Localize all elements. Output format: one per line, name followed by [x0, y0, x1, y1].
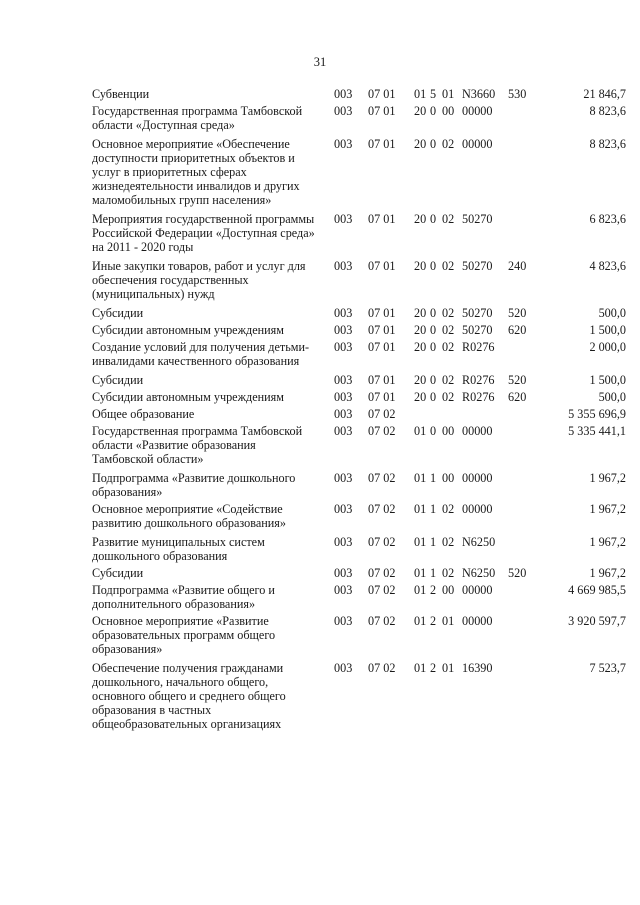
section-code: 07 02	[368, 471, 396, 485]
admin-code: 003	[334, 390, 353, 404]
row-name: Основное мероприятие «Развитие образовательных программ общего образования»	[92, 614, 276, 656]
amount: 500,0	[598, 390, 626, 404]
row-name: Субвенции	[92, 87, 150, 101]
program-code: 20	[414, 373, 427, 387]
direction-code: 50270	[462, 306, 493, 320]
direction-code: R0276	[462, 340, 495, 354]
admin-code: 003	[334, 212, 353, 226]
budget-table	[0, 87, 640, 736]
section-code: 07 01	[368, 373, 396, 387]
section-code: 07 01	[368, 306, 396, 320]
program-code: 01	[414, 424, 427, 438]
subprogram-code: 1	[430, 535, 437, 549]
group-code: 01	[442, 614, 455, 628]
subprogram-code: 0	[430, 323, 437, 337]
subprogram-code: 1	[430, 566, 437, 580]
group-code: 01	[442, 661, 455, 675]
section-code: 07 01	[368, 323, 396, 337]
subprogram-code: 1	[430, 471, 437, 485]
row-name: Основное мероприятие «Содействие развитию дошкольного образования»	[92, 502, 286, 530]
admin-code: 003	[334, 137, 353, 151]
section-code: 07 01	[368, 212, 396, 226]
section-code: 07 02	[368, 614, 396, 628]
group-code: 02	[442, 535, 455, 549]
direction-code: 00000	[462, 502, 493, 516]
row-name: Субсидии автономным учреждениям	[92, 323, 284, 337]
admin-code: 003	[334, 424, 353, 438]
admin-code: 003	[334, 614, 353, 628]
row-name: Субсидии	[92, 373, 144, 387]
program-code: 20	[414, 340, 427, 354]
group-code: 02	[442, 502, 455, 516]
table-row	[0, 373, 640, 387]
section-code: 07 01	[368, 340, 396, 354]
admin-code: 003	[334, 87, 353, 101]
admin-code: 003	[334, 566, 353, 580]
table-row	[0, 87, 640, 101]
group-code: 02	[442, 566, 455, 580]
amount: 5 355 696,9	[568, 407, 626, 421]
section-code: 07 02	[368, 661, 396, 675]
program-code: 20	[414, 104, 427, 118]
direction-code: N6250	[462, 566, 496, 580]
section-code: 07 01	[368, 104, 396, 118]
section-code: 07 01	[368, 390, 396, 404]
subprogram-code: 0	[430, 390, 437, 404]
subprogram-code: 0	[430, 137, 437, 151]
group-code: 01	[442, 87, 455, 101]
table-row	[0, 566, 640, 580]
program-code: 01	[414, 566, 427, 580]
section-code: 07 02	[368, 535, 396, 549]
program-code: 01	[414, 614, 427, 628]
program-code: 20	[414, 137, 427, 151]
group-code: 02	[442, 323, 455, 337]
row-name: Основное мероприятие «Обеспечение доступности приоритетных объектов и услуг в приоритетных сферах жизнедеятельности инвалидов и других маломобильных групп населения»	[92, 137, 300, 207]
admin-code: 003	[334, 259, 353, 273]
admin-code: 003	[334, 340, 353, 354]
amount: 1 500,0	[589, 323, 626, 337]
program-code: 01	[414, 583, 427, 597]
amount: 2 000,0	[589, 340, 626, 354]
amount: 1 967,2	[589, 535, 626, 549]
direction-code: 00000	[462, 424, 493, 438]
admin-code: 003	[334, 323, 353, 337]
amount: 21 846,7	[583, 87, 626, 101]
row-name: Подпрограмма «Развитие дошкольного образования»	[92, 471, 296, 499]
admin-code: 003	[334, 306, 353, 320]
subprogram-code: 0	[430, 424, 437, 438]
table-row	[0, 137, 640, 207]
section-code: 07 02	[368, 502, 396, 516]
section-code: 07 02	[368, 566, 396, 580]
direction-code: 00000	[462, 471, 493, 485]
group-code: 02	[442, 306, 455, 320]
table-row	[0, 407, 640, 421]
page-number: 31	[313, 55, 327, 69]
group-code: 02	[442, 137, 455, 151]
row-name: Общее образование	[92, 407, 195, 421]
amount: 1 967,2	[589, 471, 626, 485]
group-code: 02	[442, 390, 455, 404]
program-code: 20	[414, 323, 427, 337]
table-row	[0, 583, 640, 611]
row-name: Мероприятия государственной программы Российской Федерации «Доступная среда» на 2011 - 2020 годы	[92, 212, 315, 254]
admin-code: 003	[334, 373, 353, 387]
amount: 3 920 597,7	[568, 614, 626, 628]
direction-code: R0276	[462, 373, 495, 387]
amount: 4 669 985,5	[568, 583, 626, 597]
direction-code: R0276	[462, 390, 495, 404]
group-code: 02	[442, 373, 455, 387]
row-name: Обеспечение получения гражданами дошкольного, начального общего, основного общего и среднего общего образования в частных общеобразовательных организациях	[92, 661, 286, 731]
row-name: Создание условий для получения детьми-инвалидами качественного образования	[92, 340, 310, 368]
table-row	[0, 424, 640, 466]
table-row	[0, 661, 640, 731]
subprogram-code: 0	[430, 104, 437, 118]
expense-type-code: 620	[508, 323, 527, 337]
program-code: 20	[414, 306, 427, 320]
program-code: 20	[414, 259, 427, 273]
table-row	[0, 212, 640, 254]
row-name: Государственная программа Тамбовской области «Доступная среда»	[92, 104, 303, 132]
admin-code: 003	[334, 104, 353, 118]
section-code: 07 02	[368, 583, 396, 597]
section-code: 07 02	[368, 424, 396, 438]
row-name: Иные закупки товаров, работ и услуг для обеспечения государственных (муниципальных) нужд	[92, 259, 306, 301]
table-row	[0, 614, 640, 656]
group-code: 02	[442, 259, 455, 273]
direction-code: 00000	[462, 583, 493, 597]
amount: 1 500,0	[589, 373, 626, 387]
amount: 4 823,6	[589, 259, 626, 273]
admin-code: 003	[334, 583, 353, 597]
row-name: Государственная программа Тамбовской области «Развитие образования Тамбовской области»	[92, 424, 303, 466]
admin-code: 003	[334, 471, 353, 485]
direction-code: 00000	[462, 104, 493, 118]
amount: 6 823,6	[589, 212, 626, 226]
program-code: 20	[414, 212, 427, 226]
direction-code: 50270	[462, 323, 493, 337]
table-row	[0, 535, 640, 563]
subprogram-code: 0	[430, 212, 437, 226]
table-row	[0, 306, 640, 320]
table-row	[0, 390, 640, 404]
program-code: 01	[414, 471, 427, 485]
expense-type-code: 240	[508, 259, 527, 273]
amount: 7 523,7	[589, 661, 626, 675]
amount: 8 823,6	[589, 104, 626, 118]
subprogram-code: 0	[430, 259, 437, 273]
table-row	[0, 502, 640, 530]
admin-code: 003	[334, 535, 353, 549]
section-code: 07 01	[368, 259, 396, 273]
table-row	[0, 323, 640, 337]
program-code: 01	[414, 661, 427, 675]
row-name: Субсидии	[92, 306, 144, 320]
expense-type-code: 520	[508, 566, 527, 580]
section-code: 07 02	[368, 407, 396, 421]
direction-code: N3660	[462, 87, 496, 101]
subprogram-code: 0	[430, 340, 437, 354]
direction-code: 16390	[462, 661, 493, 675]
subprogram-code: 0	[430, 306, 437, 320]
direction-code: 00000	[462, 614, 493, 628]
direction-code: 50270	[462, 212, 493, 226]
program-code: 20	[414, 390, 427, 404]
table-row	[0, 104, 640, 132]
table-row	[0, 471, 640, 499]
direction-code: 00000	[462, 137, 493, 151]
subprogram-code: 2	[430, 583, 437, 597]
group-code: 00	[442, 471, 455, 485]
admin-code: 003	[334, 502, 353, 516]
program-code: 01	[414, 535, 427, 549]
section-code: 07 01	[368, 137, 396, 151]
amount: 500,0	[598, 306, 626, 320]
row-name: Субсидии автономным учреждениям	[92, 390, 284, 404]
group-code: 02	[442, 340, 455, 354]
expense-type-code: 530	[508, 87, 527, 101]
admin-code: 003	[334, 407, 353, 421]
subprogram-code: 2	[430, 661, 437, 675]
subprogram-code: 2	[430, 614, 437, 628]
amount: 1 967,2	[589, 566, 626, 580]
section-code: 07 01	[368, 87, 396, 101]
row-name: Субсидии	[92, 566, 144, 580]
subprogram-code: 5	[430, 87, 437, 101]
row-name: Подпрограмма «Развитие общего и дополнительного образования»	[92, 583, 275, 611]
admin-code: 003	[334, 661, 353, 675]
group-code: 02	[442, 212, 455, 226]
table-row	[0, 259, 640, 301]
expense-type-code: 620	[508, 390, 527, 404]
program-code: 01	[414, 87, 427, 101]
program-code: 01	[414, 502, 427, 516]
group-code: 00	[442, 583, 455, 597]
expense-type-code: 520	[508, 306, 527, 320]
row-name: Развитие муниципальных систем дошкольного образования	[92, 535, 265, 563]
subprogram-code: 1	[430, 502, 437, 516]
subprogram-code: 0	[430, 373, 437, 387]
table-row	[0, 340, 640, 368]
amount: 8 823,6	[589, 137, 626, 151]
expense-type-code: 520	[508, 373, 527, 387]
amount: 5 335 441,1	[568, 424, 626, 438]
amount: 1 967,2	[589, 502, 626, 516]
group-code: 00	[442, 424, 455, 438]
direction-code: N6250	[462, 535, 496, 549]
group-code: 00	[442, 104, 455, 118]
direction-code: 50270	[462, 259, 493, 273]
